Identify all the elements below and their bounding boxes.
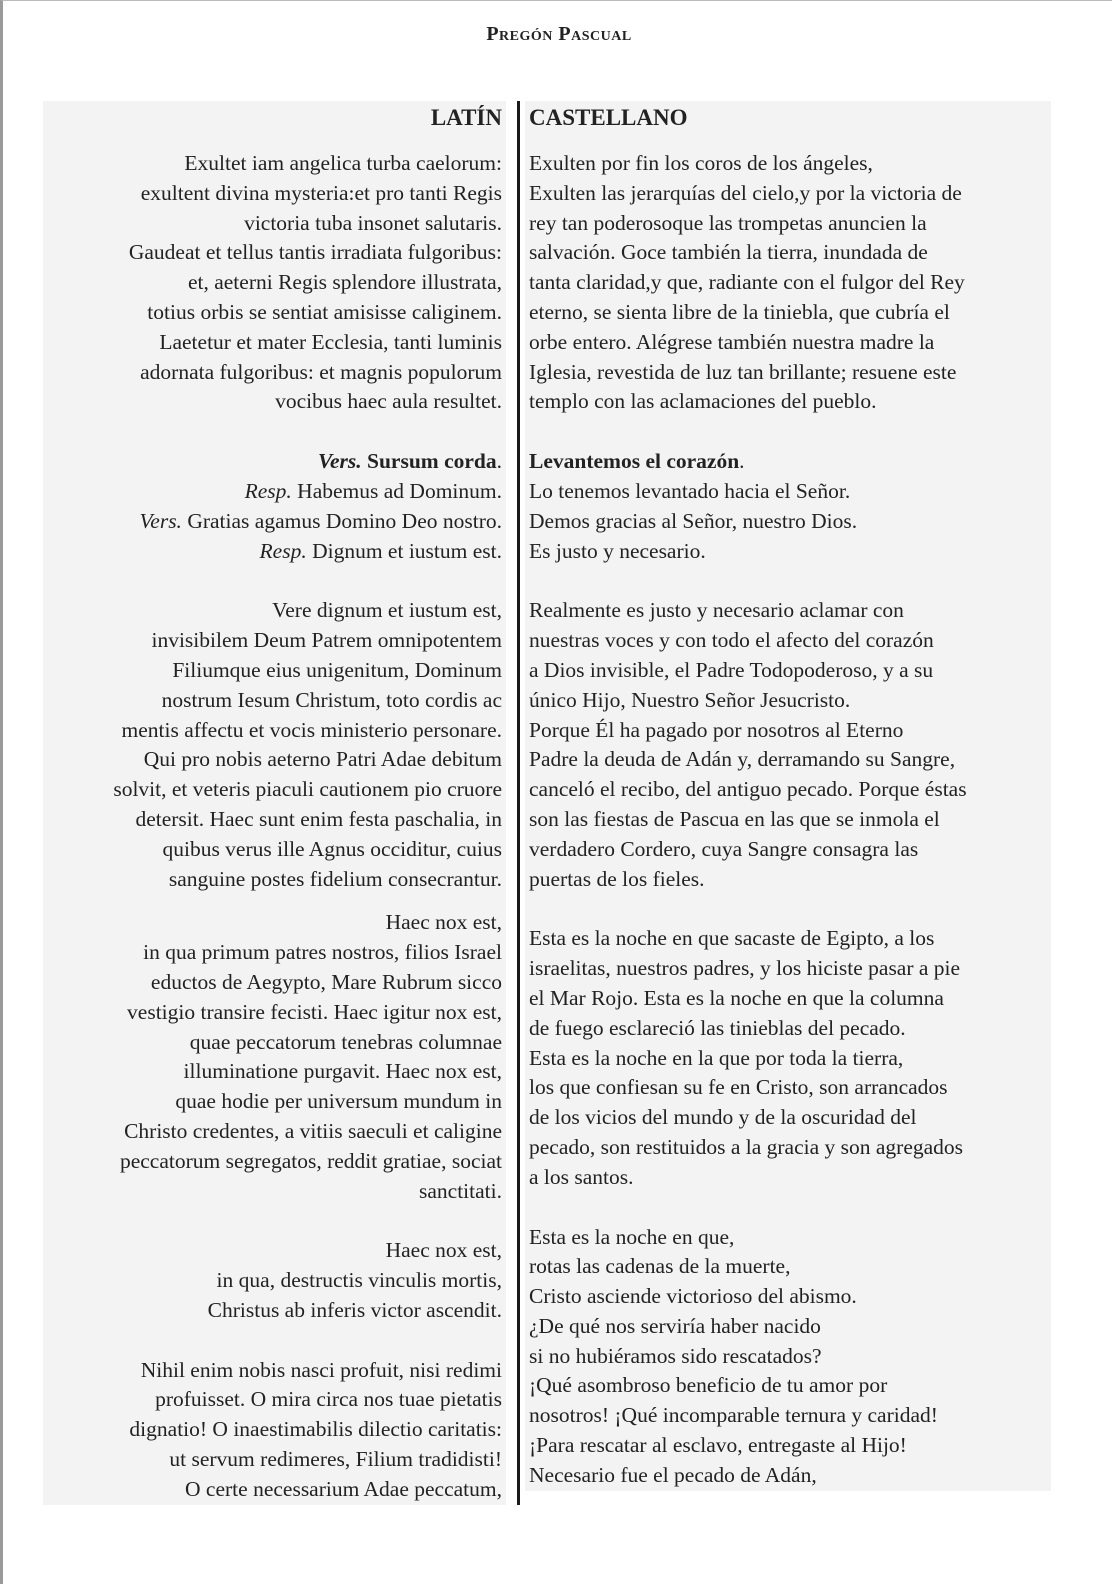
latin-paragraph-1: [43, 149, 502, 417]
spanish-column: [525, 101, 1051, 1491]
text-line: a los santos.: [529, 1164, 634, 1189]
text-line: totius orbis se sentiat amisisse caliginem.: [147, 299, 502, 324]
text-line: Gaudeat et tellus tantis irradiata fulgoribus:: [128, 240, 502, 265]
latin-column: [43, 101, 506, 1505]
text-line: Porque Él ha pagado por nosotros al Eterno: [529, 717, 904, 742]
text-line: Haec nox est,: [385, 910, 502, 935]
spanish-dialog-line-3: Demos gracias al Señor, nuestro Dios.: [529, 508, 858, 533]
text-line: exultent divina mysteria:et pro tanti Regis: [140, 180, 502, 205]
text-line: tanta claridad,y que, radiante con el fulgor del Rey: [529, 270, 965, 295]
text-line: salvación. Goce también la tierra, inundada de: [529, 240, 928, 265]
spanish-dialog-line-2: Lo tenemos levantado hacia el Señor.: [529, 478, 851, 503]
resp-label: Resp.: [259, 538, 307, 563]
text-line: quae peccatorum tenebras columnae: [189, 1029, 502, 1054]
spanish-dialog-line-4: Es justo y necesario.: [529, 538, 706, 563]
latin-dialog-line-4: Dignum et iustum est.: [312, 538, 502, 563]
column-divider: [517, 101, 520, 1505]
text-line: nostrum Iesum Christum, toto cordis ac: [161, 687, 502, 712]
text-line: ¿De qué nos serviría haber nacido: [529, 1313, 821, 1338]
text-line: Filiumque eius unigenitum, Dominum: [172, 657, 502, 682]
latin-paragraph-3: [43, 596, 502, 894]
spanish-paragraph-5: [529, 1223, 1051, 1491]
text-line: Necesario fue el pecado de Adán,: [529, 1462, 817, 1487]
text-line: puertas de los fieles.: [529, 866, 705, 891]
text-line: a Dios invisible, el Padre Todopoderoso, y a su: [529, 657, 934, 682]
text-line: solvit, et veteris piaculi cautionem pio cruore: [113, 777, 502, 802]
text-line: rotas las cadenas de la muerte,: [529, 1254, 791, 1279]
text-line: illuminatione purgavit. Haec nox est,: [183, 1059, 502, 1084]
text-line: et, aeterni Regis splendore illustrata,: [187, 270, 502, 295]
text-line: Nihil enim nobis nasci profuit, nisi redimi: [140, 1357, 502, 1382]
text-line: Vere dignum et iustum est,: [272, 598, 502, 623]
spanish-dialog-line-1: Levantemos el corazón: [529, 449, 740, 474]
latin-dialog-line-2: Habemus ad Dominum.: [297, 478, 502, 503]
text-line: Realmente es justo y necesario aclamar con: [529, 598, 904, 623]
text-line: invisibilem Deum Patrem omnipotentem: [151, 628, 502, 653]
latin-paragraph-4: [43, 908, 502, 1206]
text-line: in qua, destructis vinculis mortis,: [216, 1268, 502, 1293]
text-line: Exulten por fin los coros de los ángeles,: [529, 151, 873, 175]
text-line: verdadero Cordero, cuya Sangre consagra las: [529, 836, 919, 861]
text-line: único Hijo, Nuestro Señor Jesucristo.: [529, 687, 851, 712]
text-line: sanctitati.: [419, 1178, 502, 1203]
text-line: victoria tuba insonet salutaris.: [244, 210, 502, 235]
text-line: Exultet iam angelica turba caelorum:: [184, 151, 502, 175]
text-line: vestigio transire fecisti. Haec igitur nox est,: [127, 999, 502, 1024]
text-line: de los vicios del mundo y de la oscuridad del: [529, 1105, 917, 1130]
text-line: vocibus haec aula resultet.: [275, 389, 502, 414]
text-line: Qui pro nobis aeterno Patri Adae debitum: [143, 747, 502, 772]
text-line: los que confiesan su fe en Cristo, son arrancados: [529, 1075, 948, 1100]
text-line: eterno, se sienta libre de la tiniebla, que cubría el: [529, 299, 950, 324]
text-line: ¡Para rescatar al esclavo, entregaste al Hijo!: [529, 1433, 907, 1458]
text-line: israelitas, nuestros padres, y los hiciste pasar a pie: [529, 956, 961, 981]
text-line: peccatorum segregatos, reddit gratiae, sociat: [119, 1148, 502, 1173]
text-line: Haec nox est,: [385, 1238, 502, 1263]
text-line: dignatio! O inaestimabilis dilectio caritatis:: [129, 1417, 502, 1442]
text-line: Esta es la noche en que,: [529, 1224, 735, 1249]
vers-label: Vers.: [139, 508, 182, 533]
text-line: Christus ab inferis victor ascendit.: [207, 1297, 502, 1322]
text-line: detersit. Haec sunt enim festa paschalia, in: [135, 806, 502, 831]
text-line: ut servum redimeres, Filium tradidisti!: [169, 1447, 502, 1472]
text-line: nuestras voces y con todo el afecto del corazón: [529, 628, 934, 653]
text-line: si no hubiéramos sido rescatados?: [529, 1343, 822, 1368]
spanish-paragraph-1: [529, 149, 1051, 417]
text-line: canceló el recibo, del antiguo pecado. Porque éstas: [529, 777, 967, 802]
latin-dialog: Vers. Sursum corda. Resp. Habemus ad Dominum. Vers. Gratias agamus Domino Deo nostro. Resp. Dignum et iustum est.: [139, 449, 502, 563]
latin-paragraph-5: [43, 1236, 502, 1325]
text-line: de fuego esclareció las tinieblas del pecado.: [529, 1015, 906, 1040]
text-line: eductos de Aegypto, Mare Rubrum sicco: [150, 969, 502, 994]
text-line: rey tan poderosoque las trompetas anuncien la: [529, 210, 927, 235]
text-line: Cristo asciende victorioso del abismo.: [529, 1284, 857, 1309]
text-line: Esta es la noche en que sacaste de Egipto, a los: [529, 926, 935, 951]
text-line: orbe entero. Alégrese también nuestra madre la: [529, 329, 935, 354]
text-line: ¡Qué asombroso beneficio de tu amor por: [529, 1373, 888, 1398]
text-line: quibus verus ille Agnus occiditur, cuius: [162, 836, 502, 861]
text-line: O certe necessarium Adae peccatum,: [185, 1476, 502, 1501]
spanish-paragraph-4: [529, 924, 1051, 1192]
text-line: el Mar Rojo. Esta es la noche en que la columna: [529, 985, 944, 1010]
text-line: Christo credentes, a vitiis saeculi et caligine: [124, 1118, 502, 1143]
page-title: Pregón Pascual: [486, 23, 632, 45]
text-line: adornata fulgoribus: et magnis populorum: [140, 359, 502, 384]
text-line: Exulten las jerarquías del cielo,y por la victoria de: [529, 180, 962, 205]
text-line: son las fiestas de Pascua en las que se inmola el: [529, 806, 940, 831]
text-line: sanguine postes fidelium consecrantur.: [168, 866, 502, 891]
latin-paragraph-6: [43, 1356, 502, 1505]
latin-dialog-line-3: Gratias agamus Domino Deo nostro.: [187, 508, 502, 533]
text-line: templo con las aclamaciones del pueblo.: [529, 389, 877, 414]
text-line: Esta es la noche en la que por toda la tierra,: [529, 1045, 904, 1070]
text-line: Padre la deuda de Adán y, derramando su Sangre,: [529, 747, 956, 772]
text-line: pecado, son restituidos a la gracia y son agregados: [529, 1134, 964, 1159]
resp-label: Resp.: [244, 478, 292, 503]
latin-column-header: LATÍN: [430, 105, 502, 130]
text-line: in qua primum patres nostros, filios Israel: [143, 940, 502, 965]
spanish-dialog: Levantemos el corazón. Lo tenemos levantado hacia el Señor. Demos gracias al Señor, nuestro Dios. Es justo y necesario.: [529, 447, 1051, 566]
spanish-paragraph-3: [529, 596, 1051, 894]
text-line: quae hodie per universum mundum in: [175, 1089, 502, 1114]
vers-label: Vers.: [318, 449, 362, 474]
text-line: mentis affectu et vocis ministerio personare.: [121, 717, 502, 742]
text-line: nosotros! ¡Qué incomparable ternura y caridad!: [529, 1403, 938, 1428]
latin-dialog-line-1: Sursum corda: [367, 449, 497, 474]
text-line: Iglesia, revestida de luz tan brillante; resuene este: [529, 359, 957, 384]
text-line: Laetetur et mater Ecclesia, tanti luminis: [159, 329, 502, 354]
spanish-column-header: CASTELLANO: [529, 105, 688, 130]
text-line: profuisset. O mira circa nos tuae pietatis: [155, 1387, 502, 1412]
